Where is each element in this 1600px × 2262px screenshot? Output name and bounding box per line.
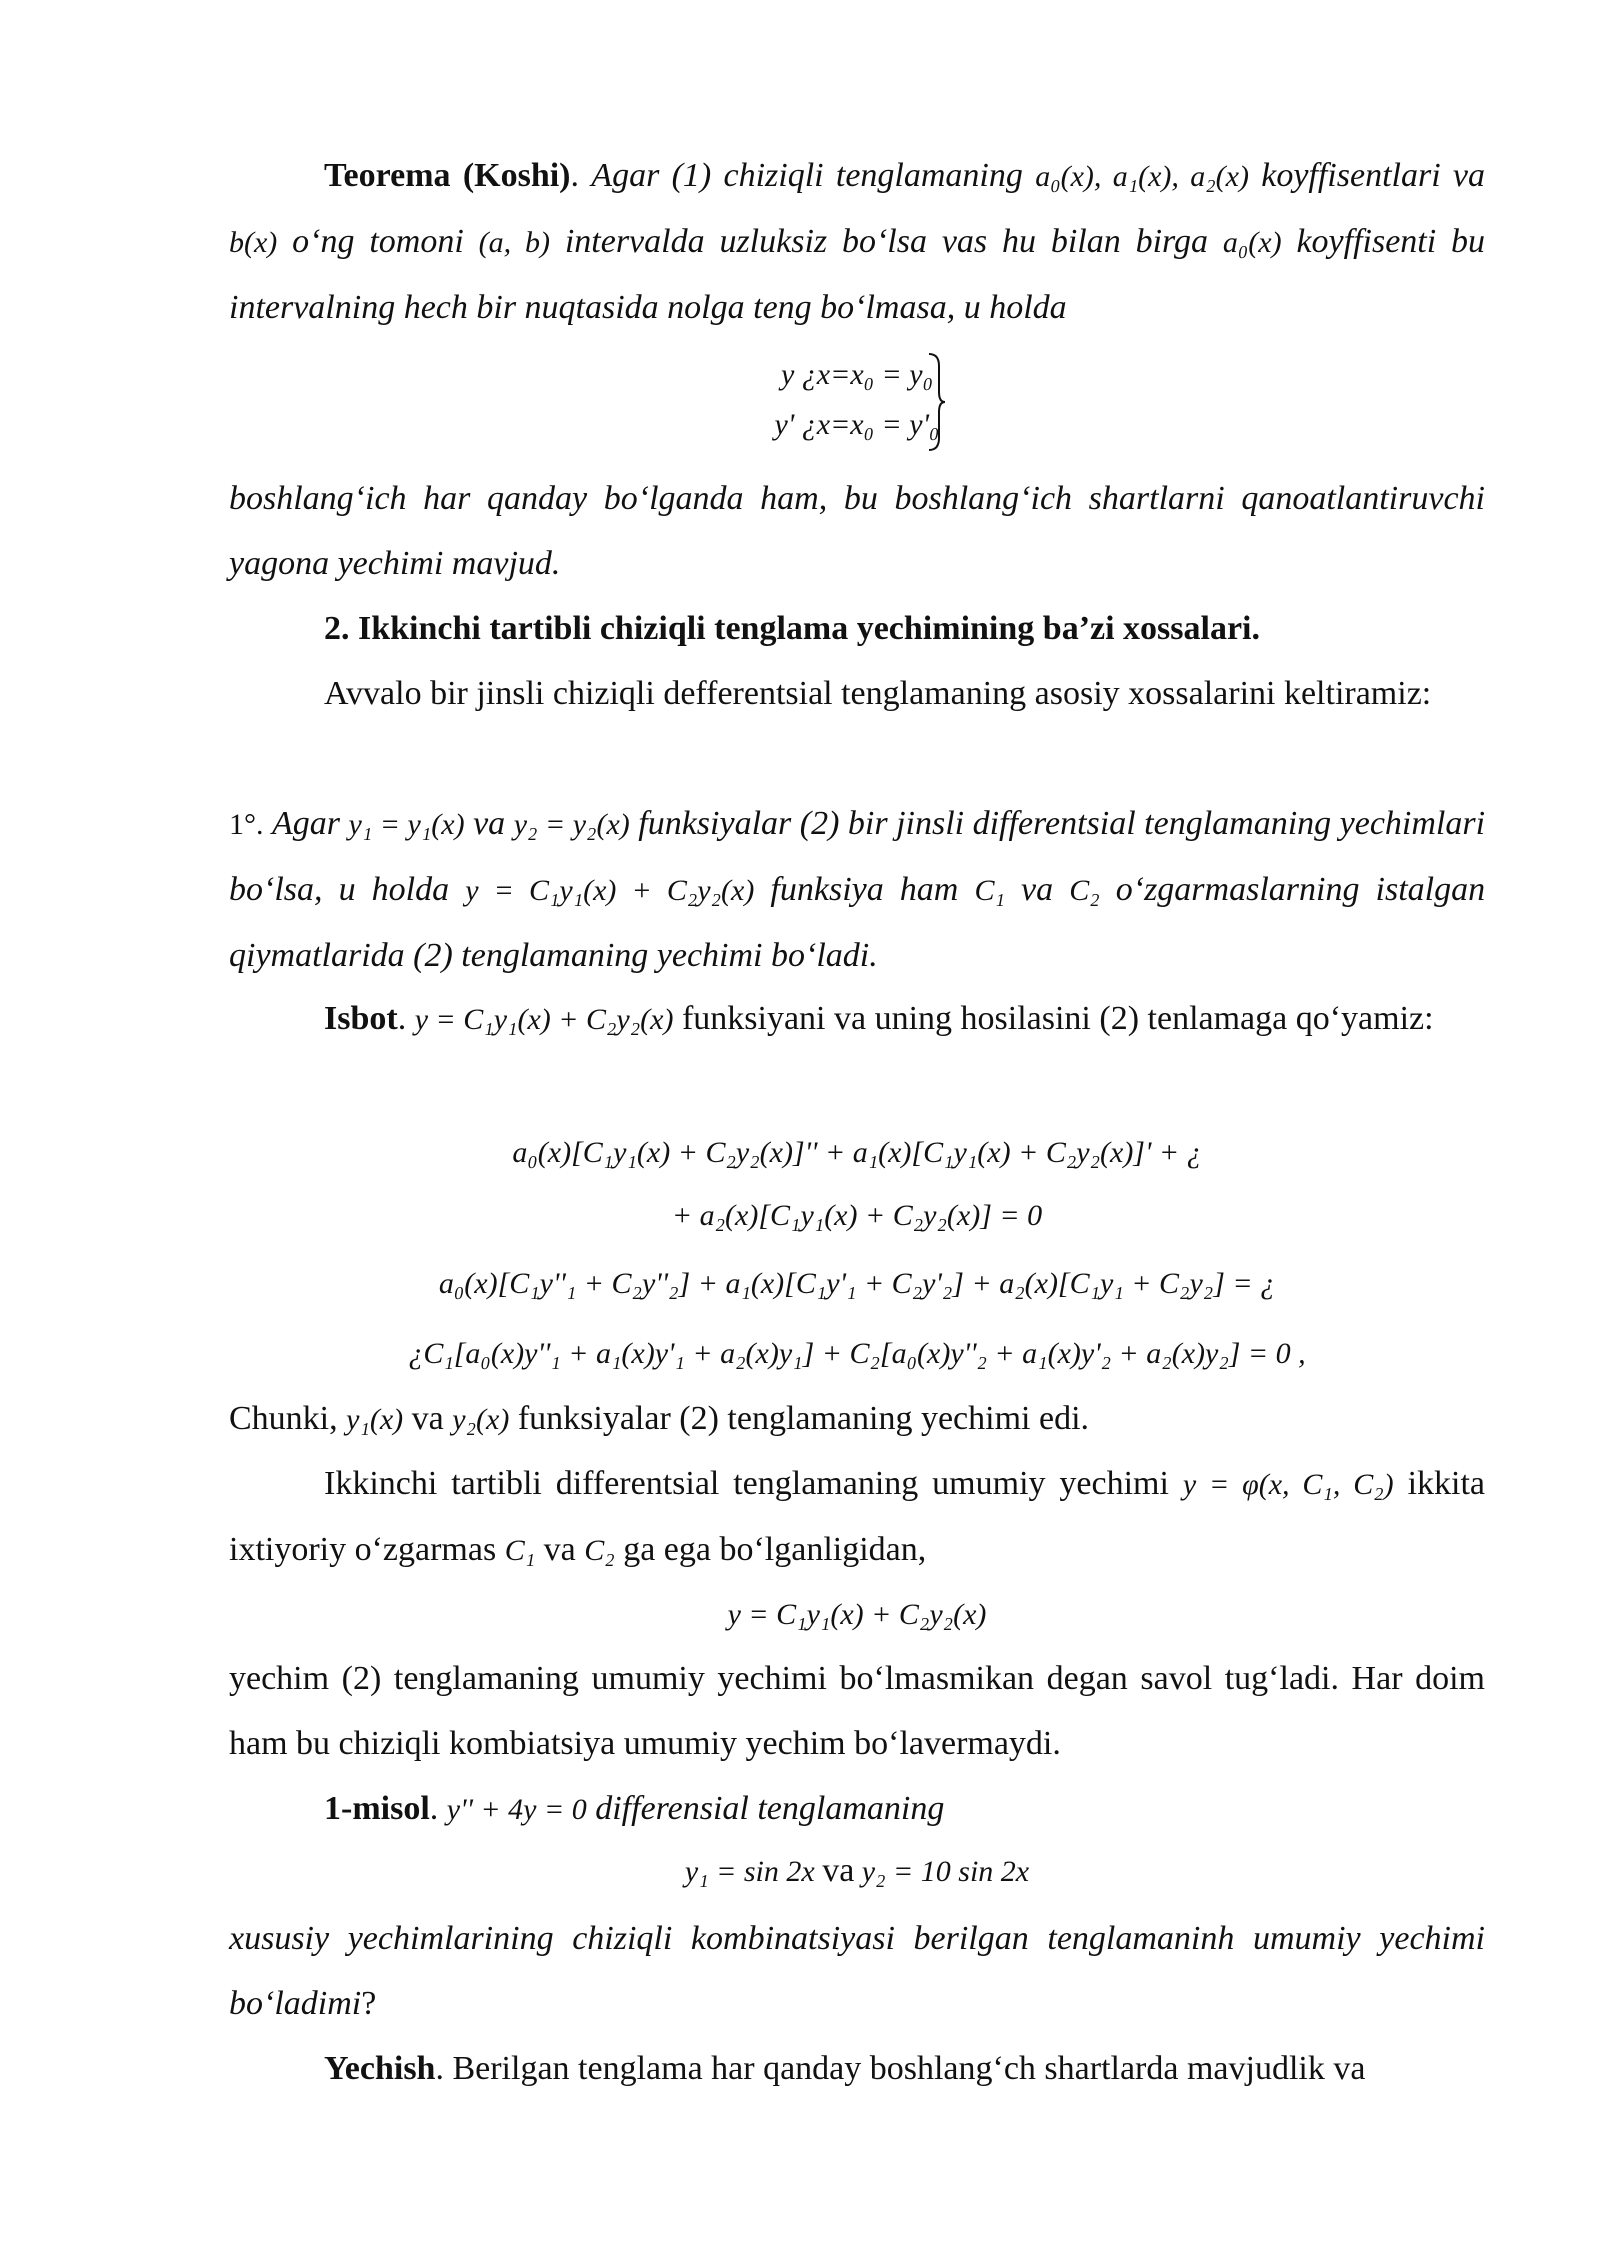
uniqueness-paragraph: boshlang‘ich har qanday bo‘lganda ham, bu boshlang‘ich shartlarni qanoatlantiruvchi yagona yechimi mavjud. <box>229 480 1485 582</box>
initial-condition-2 <box>229 405 1485 445</box>
theorem-text: o‘ng tomoni <box>292 223 464 260</box>
combination-formula: y = C₁y₁(x) + C₂y₂(x) <box>414 1003 674 1036</box>
initial-condition-1 <box>229 355 1485 395</box>
c1-symbol: C₁ <box>974 874 1005 907</box>
property-text: funksiya ham <box>770 871 959 908</box>
interval-formula: (a, b) <box>478 226 550 259</box>
property-text: Agar <box>272 805 341 842</box>
va-text: va <box>822 1852 855 1889</box>
proof-paragraph: Isbot. y = C₁y₁(x) + C₂y₂(x) funksiyani va uning hosilasini (2) tenlamaga qo‘yamiz: <box>324 1000 1434 1037</box>
paragraph-text: va <box>543 1531 576 1568</box>
property-text: o‘zgarmaslarning istalgan qiymatlarida (2) tenglamaning yechimi bo‘ladi. <box>229 871 1486 974</box>
theorem-paragraph: Teorema (Koshi). Agar (1) chiziqli tenglamaning a₀(x), a₁(x), a₂(x) koyffisentlari va b(x) o‘ng tomoni (a, b) intervalda uzluksiz bo‘lsa vas hu bilan birga a₀(x) koyffisenti bu intervalning hech bir nuqtasida nolga teng bo‘lmasa, u holda <box>229 157 1486 326</box>
paragraph-text: Ikkinchi tartibli differentsial tenglamaning umumiy yechimi <box>324 1465 1169 1502</box>
equation-1 <box>229 1133 1485 1173</box>
question-mark: ? <box>361 1985 377 2022</box>
solution-text: Berilgan tenglama har qanday boshlang‘ch shartlarda mavjudlik va <box>452 2050 1366 2087</box>
c2-symbol: C₂ <box>1069 874 1100 907</box>
equation-2 <box>229 1196 1485 1236</box>
particular-solutions-equation <box>229 1851 1485 1892</box>
theorem-text: intervalda uzluksiz bo‘lsa vas hu bilan birga <box>564 223 1209 260</box>
example-label: 1-misol <box>324 1790 430 1827</box>
proof-label: Isbot <box>324 1000 398 1037</box>
theorem-text: koyffisentlari va <box>1261 157 1486 194</box>
property-paragraph <box>229 791 1485 988</box>
paragraph-text: ga ega bo‘lganligidan, <box>623 1531 927 1568</box>
a0-formula: a₀(x) <box>1222 226 1282 259</box>
equation-text: + a₂(x)[C₁y₁(x) + C₂y₂(x)] = 0 <box>671 1199 1043 1232</box>
right-brace <box>925 352 947 452</box>
chunki-text: funksiyalar (2) tenglamaning yechimi edi. <box>517 1400 1090 1437</box>
y1-formula: y₁(x) <box>346 1403 404 1436</box>
example-equation: y'' + 4y = 0 <box>446 1793 587 1826</box>
coefficients-formula: a₀(x), a₁(x), a₂(x) <box>1035 160 1249 193</box>
bx-formula: b(x) <box>229 226 278 259</box>
question-paragraph: yechim (2) tenglamaning umumiy yechimi bo‘lmasmikan degan savol tug‘ladi. Har doim ham bu chiziqli kombiatsiya umumiy yechim bo‘lavermaydi. <box>229 1660 1485 1762</box>
y2-formula: y₂ = y₂(x) <box>513 808 630 841</box>
equation-text: a₀(x)[C₁y₁(x) + C₂y₂(x)]'' + a₁(x)[C₁y₁(x) + C₂y₂(x)]' + ¿ <box>512 1136 1202 1169</box>
solution-1: y₁ = sin 2x <box>684 1855 815 1888</box>
example-text: differensial tenglamaning <box>595 1790 945 1827</box>
c2-symbol: C₂ <box>584 1534 615 1567</box>
solution-paragraph: Yechish. Berilgan tenglama har qanday boshlang‘ch shartlarda mavjudlik va <box>324 2050 1366 2087</box>
property-text: funksiyalar (2) bir jinsli differentsial tenglamaning yechimlari bo‘lsa, u holda <box>229 805 1486 908</box>
paragraph-text: ikkita ixtiyoriy o‘zgarmas <box>229 1465 1486 1568</box>
question-text: xususiy yechimlarining chiziqli kombinatsiyasi berilgan tenglamaninh umumiy yechimi bo‘ladimi <box>229 1920 1485 2022</box>
chunki-paragraph <box>229 1386 1485 1452</box>
example-paragraph: 1-misol. y'' + 4y = 0 differensial tenglamaning <box>324 1790 945 1827</box>
general-solution-formula: y = φ(x, C₁, C₂) <box>1182 1468 1394 1501</box>
theorem-text: koyffisenti bu intervalning hech bir nuqtasida nolga teng bo‘lmasa, u holda <box>229 223 1486 326</box>
equation-4 <box>229 1334 1485 1374</box>
c1-symbol: C₁ <box>504 1534 536 1567</box>
general-solution-paragraph <box>229 1451 1485 1583</box>
chunki-text: va <box>411 1400 444 1437</box>
theorem-title: Teorema (Koshi) <box>324 157 571 194</box>
combination-equation <box>229 1595 1485 1635</box>
chunki-text: Chunki, <box>229 1400 338 1437</box>
combination-formula: y = C₁y₁(x) + C₂y₂(x) <box>465 874 755 907</box>
condition-text: y ¿x=x₀ = y₀ <box>780 358 934 391</box>
property-text: va <box>473 805 506 842</box>
intro-paragraph: Avvalo bir jinsli chiziqli defferentsial tenglamaning asosiy xossalarini keltiramiz: <box>324 675 1432 712</box>
equation-text: a₀(x)[C₁y''₁ + C₂y''₂] + a₁(x)[C₁y'₁ + C₂y'₂] + a₂(x)[C₁y₁ + C₂y₂] = ¿ <box>438 1267 1276 1300</box>
y2-formula: y₂(x) <box>452 1403 510 1436</box>
condition-text: y' ¿x=x₀ = y'₀ <box>774 408 940 441</box>
equation-3 <box>229 1264 1485 1304</box>
property-text: va <box>1021 871 1054 908</box>
example-question-paragraph <box>229 1906 1485 2036</box>
solution-label: Yechish <box>324 2050 436 2087</box>
theorem-text: Agar (1) chiziqli tenglamaning <box>591 157 1023 194</box>
section-heading <box>229 596 1485 661</box>
heading-text: 2. Ikkinchi tartibli chiziqli tenglama yechimining ba’zi xossalari. <box>324 610 1260 647</box>
solution-2: y₂ = 10 sin 2x <box>861 1855 1030 1888</box>
y1-formula: y₁ = y₁(x) <box>348 808 465 841</box>
property-number: 1°. <box>229 808 264 841</box>
equation-text: y = C₁y₁(x) + C₂y₂(x) <box>727 1598 987 1631</box>
equation-text: ¿C₁[a₀(x)y''₁ + a₁(x)y'₁ + a₂(x)y₁] + C₂[a₀(x)y''₂ + a₁(x)y'₂ + a₂(x)y₂] = 0 , <box>408 1337 1306 1370</box>
proof-text: funksiyani va uning hosilasini (2) tenlamaga qo‘yamiz: <box>681 1000 1434 1037</box>
